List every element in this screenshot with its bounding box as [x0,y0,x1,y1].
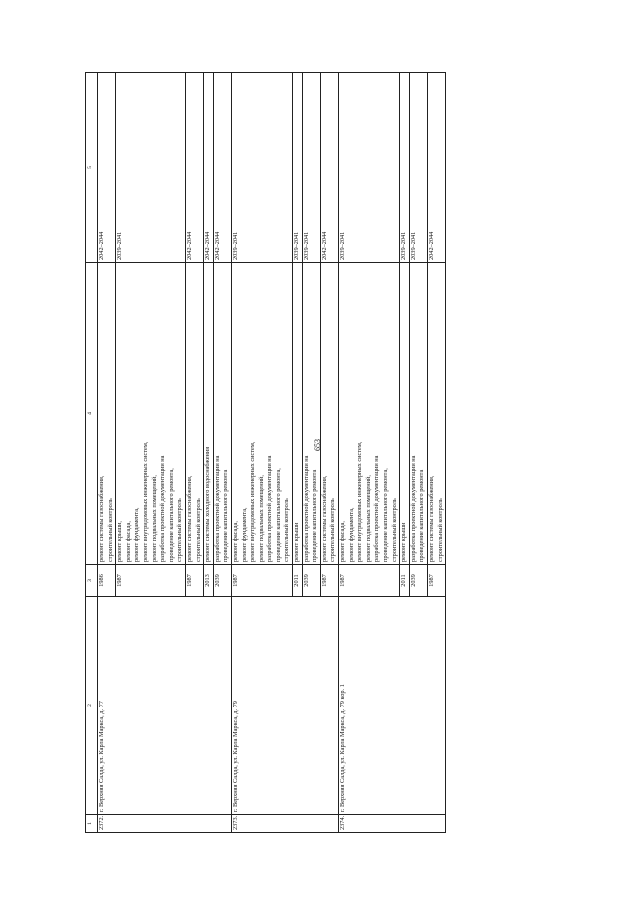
work-line: ремонт системы газоснабжения, [320,475,328,562]
year-cell: 1987 [231,565,292,597]
table-row [98,73,116,833]
period-cell: 2039–2041 [400,73,410,263]
year-cell: 1987 [116,565,186,597]
building-number: 2372. [98,815,232,833]
period-cell: 2039–2041 [339,73,400,263]
building-address: г. Верхняя Салда, ул. Карла Маркса, д. 77 [98,597,232,815]
year-cell: 1987 [320,565,338,597]
period-cell: 2039–2041 [231,73,292,263]
year-cell: 2013 [204,565,214,597]
work-line: ремонт фасада, [339,521,347,562]
works-cell [185,263,203,565]
works-cell [302,263,320,565]
work-line: разработка проектной документации на [409,455,417,562]
year-cell: 1987 [427,565,445,597]
work-line: строительный контроль [390,498,398,562]
year-cell: 2011 [293,565,303,597]
works-cell [427,263,445,565]
works-cell [293,263,303,565]
work-line: строительный контроль [436,498,444,562]
works-cell [98,263,116,565]
building-address: г. Верхняя Салда, ул. Карла Маркса, д. 79 [231,597,338,815]
header-col-5: 5 [86,73,98,263]
works-cell [204,263,214,565]
work-line: разработка проектной документации на [373,455,381,562]
year-cell: 1986 [98,565,116,597]
year-cell: 2039 [409,565,427,597]
work-line: проведение капитального ремонта, [167,468,175,562]
work-line: ремонт системы холодного водоснабжения [204,446,212,562]
works-cell [339,263,400,565]
work-line: ремонт подвальных помещений, [364,475,372,562]
work-line: строительный контроль [106,498,114,562]
period-cell: 2042–2044 [185,73,203,263]
header-col-4: 4 [86,263,98,565]
work-line: ремонт фундамента, [240,507,248,562]
work-line: проведение капитального ремонта, [274,468,282,562]
works-cell [320,263,338,565]
table-body [98,73,446,833]
period-cell: 2039–2041 [116,73,186,263]
work-line: строительный контроль [329,498,337,562]
work-line: ремонт системы газоснабжения, [427,475,435,562]
building-address: г. Верхняя Салда, ул. Карла Маркса, д. 79 кор. 1 [339,597,446,815]
period-cell: 2042–2044 [320,73,338,263]
work-line: ремонт внутридомовых инженерных систем, [249,441,257,562]
table-row [231,73,292,833]
year-cell: 1987 [185,565,203,597]
table-row [339,73,400,833]
header-col-2: 2 [86,597,98,815]
period-cell: 2039–2041 [293,73,303,263]
capital-repair-table [85,72,446,833]
header-row [86,73,98,833]
period-cell: 2042–2044 [427,73,445,263]
building-number: 2373. [231,815,338,833]
year-cell: 2039 [213,565,231,597]
period-cell: 2042–2044 [213,73,231,263]
works-cell [400,263,410,565]
year-cell: 2011 [400,565,410,597]
works-cell [231,263,292,565]
work-line: ремонт фундамента, [133,507,141,562]
work-line: проведение капитального ремонта, [382,468,389,562]
header-col-3: 3 [86,565,98,597]
page-number: 653 [313,439,322,451]
work-line: ремонт системы газоснабжения, [98,475,105,562]
works-cell [409,263,427,565]
works-cell [213,263,231,565]
work-line: ремонт крыши [400,522,408,562]
building-number: 2374. [339,815,446,833]
work-line: ремонт подвальных помещений, [150,475,158,562]
period-cell: 2042–2044 [204,73,214,263]
work-line: разработка проектной документации на [302,455,310,562]
rotated-table-container [85,73,555,833]
year-cell: 1987 [339,565,400,597]
work-line: проведение капитального ремонта [418,469,426,562]
work-line: ремонт крыши [293,522,301,562]
work-line: ремонт системы газоснабжения, [185,475,193,562]
work-line: строительный контроль [283,498,291,562]
work-line: ремонт крыши, [116,520,124,562]
work-line: разработка проектной документации на [266,455,274,562]
work-line: проведение капитального ремонта [311,469,319,562]
work-line: разработка проектной документации на [213,455,221,562]
period-cell: 2039–2041 [409,73,427,263]
work-line: ремонт фасада, [231,521,239,562]
header-col-1: 1 [86,815,98,833]
work-line: ремонт фундамента, [347,507,355,562]
period-cell: 2042–2044 [98,73,116,263]
work-line: проведение капитального ремонта [222,469,230,562]
works-cell [116,263,186,565]
work-line: ремонт внутридомовых инженерных систем, [141,441,149,562]
year-cell: 2039 [302,565,320,597]
work-line: ремонт подвальных помещений, [257,475,265,562]
work-line: строительный контроль [176,498,184,562]
period-cell: 2039–2041 [302,73,320,263]
work-line: разработка проектной документации на [159,455,167,562]
work-line: ремонт фасада, [124,521,132,562]
work-line: строительный контроль [194,498,202,562]
work-line: ремонт внутридомовых инженерных систем, [356,441,364,562]
